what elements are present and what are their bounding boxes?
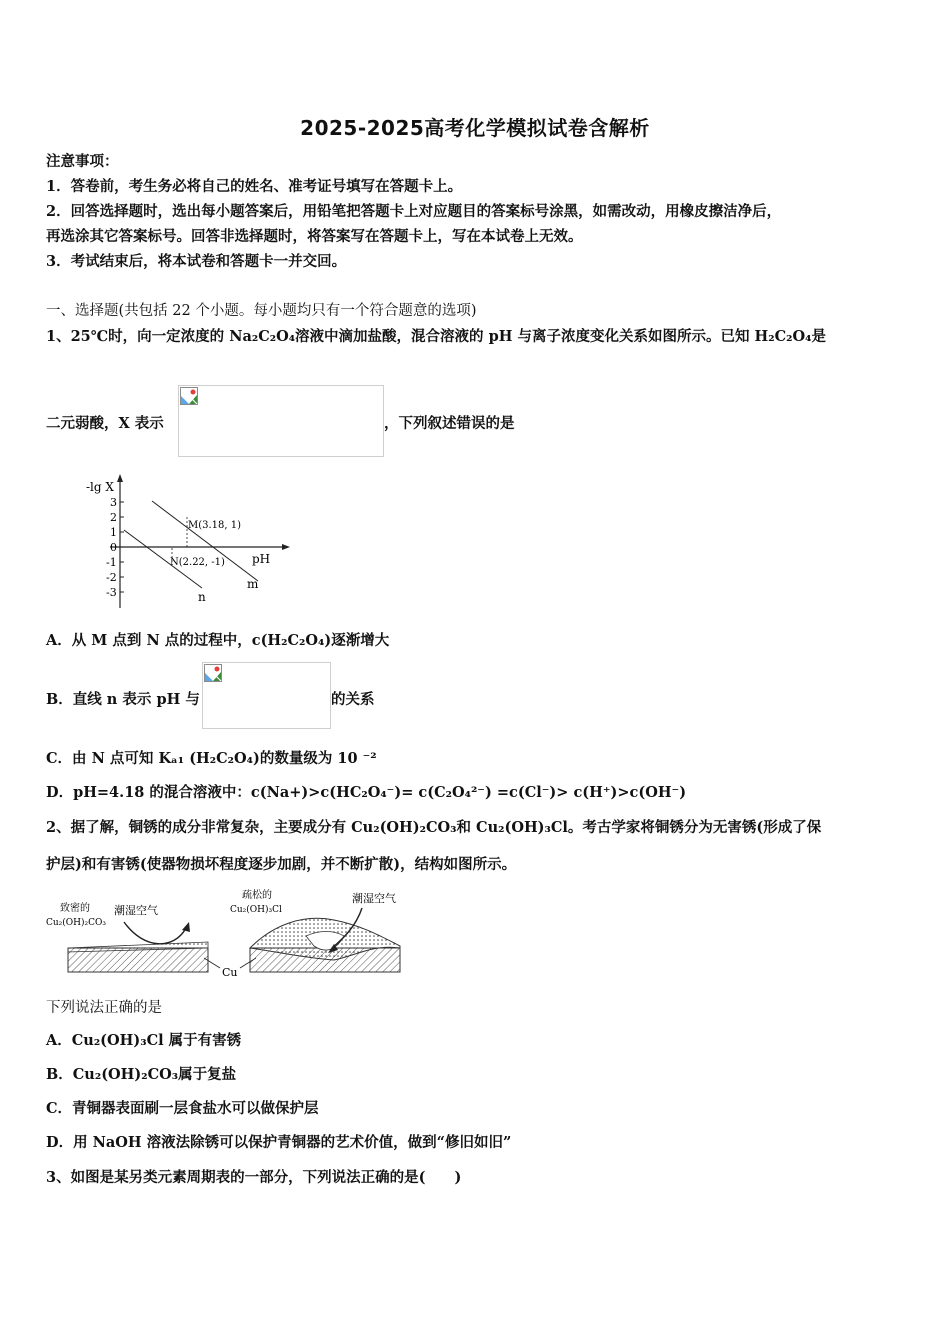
right-air-label: 潮湿空气 [352,892,396,905]
q1-option-a[interactable]: A．从 M 点到 N 点的过程中，c(H₂C₂O₄)逐渐增大 [46,632,390,649]
left-arrow-head-icon [182,922,190,932]
q1-option-b-before[interactable]: B．直线 n 表示 pH 与 [46,691,200,708]
option-b-image [202,662,331,729]
q2-prompt: 下列说法正确的是 [46,1000,162,1016]
right-label-2: Cu₂(OH)₃Cl [230,905,282,915]
line-n-label: n [198,590,206,604]
broken-image-icon [180,387,198,405]
left-air-label: 潮湿空气 [114,904,158,917]
right-label-1: 疏松的 [242,890,272,901]
q2-option-c[interactable]: C．青铜器表面刷一层食盐水可以做保护层 [46,1100,319,1117]
notice-item: 1．答卷前，考生务必将自己的姓名、准考证号填写在答题卡上。 [46,178,463,195]
x-axis-label: pH [252,552,271,566]
page-title: 2025-2025高考化学模拟试卷含解析 [300,116,650,140]
q2-option-a[interactable]: A．Cu₂(OH)₃Cl 属于有害锈 [46,1032,242,1049]
left-air-arrow [124,922,186,944]
line-m-label: m [247,577,259,591]
x-definition-image [178,385,384,457]
notice-item: 再选涂其它答案标号。回答非选择题时，将答案写在答题卡上，写在本试卷上无效。 [46,228,583,245]
q2-stem: 护层)和有害锈(使器物损坏程度逐步加剧，并不断扩散)，结构如图所示。 [46,856,517,873]
q2-option-d[interactable]: D．用 NaOH 溶液法除锈可以保护青铜器的艺术价值，做到“修旧如旧” [46,1134,512,1151]
q1-option-d[interactable]: D．pH=4.18 的混合溶液中：c(Na+)>c(HC₂O₄⁻)= c(C₂O₄²⁻) =c(Cl⁻)> c(H⁺)>c(OH⁻) [46,784,687,801]
point-m-label: M(3.18, 1) [188,520,242,531]
notice-item: 3．考试结束后，将本试卷和答题卡一并交回。 [46,253,347,270]
point-n-label: N(2.22, -1) [170,557,225,568]
q1-option-c[interactable]: C．由 N 点可知 Kₐ₁ (H₂C₂O₄)的数量级为 10 ⁻² [46,750,377,767]
y-tick-label: -3 [106,586,117,599]
y-tick-label: -1 [106,556,117,569]
q2-rust-figure [44,886,414,982]
q1-stem-x-after: ，下列叙述错误的是 [384,415,515,432]
notice-item: 2．回答选择题时，选出每小题答案后，用铅笔把答题卡上对应题目的答案标号涂黑，如需改动，用橡皮擦洁净后， [46,203,782,220]
x-axis-arrow-icon [282,544,290,550]
line-m [152,501,258,581]
q1-chart [80,470,300,610]
q1-option-b-after[interactable]: 的关系 [331,691,375,708]
y-tick-label: 2 [110,511,117,524]
q3-stem: 3、如图是某另类元素周期表的一部分，下列说法正确的是( ) [46,1169,462,1186]
y-tick-label: 0 [110,541,117,554]
broken-image-icon [204,664,222,682]
y-axis-label: -lg X [86,480,114,494]
y-tick-label: 3 [110,496,117,509]
y-tick-label: 1 [110,526,117,539]
left-label-2: Cu₂(OH)₂CO₃ [46,918,107,928]
q1-stem-x-before: 二元弱酸，X 表示 [46,415,164,432]
y-ticks [106,496,124,599]
y-tick-label: -2 [106,571,117,584]
notice-heading: 注意事项： [46,153,119,170]
q2-stem: 2、据了解，铜锈的成分非常复杂，主要成分有 Cu₂(OH)₂CO₃和 Cu₂(OH)₃Cl。考古学家将铜锈分为无害锈(形成了保 [46,819,822,836]
cu-label: Cu [222,966,238,979]
y-axis-arrow-icon [117,474,123,482]
section-heading: 一、选择题(共包括 22 个小题。每小题均只有一个符合题意的选项) [46,303,477,319]
q1-stem: 1、25℃时，向一定浓度的 Na₂C₂O₄溶液中滴加盐酸，混合溶液的 pH 与离子浓度变化关系如图所示。已知 H₂C₂O₄是 [46,328,826,345]
left-label-1: 致密的 [60,903,90,914]
q2-option-b[interactable]: B．Cu₂(OH)₂CO₃属于复盐 [46,1066,237,1083]
